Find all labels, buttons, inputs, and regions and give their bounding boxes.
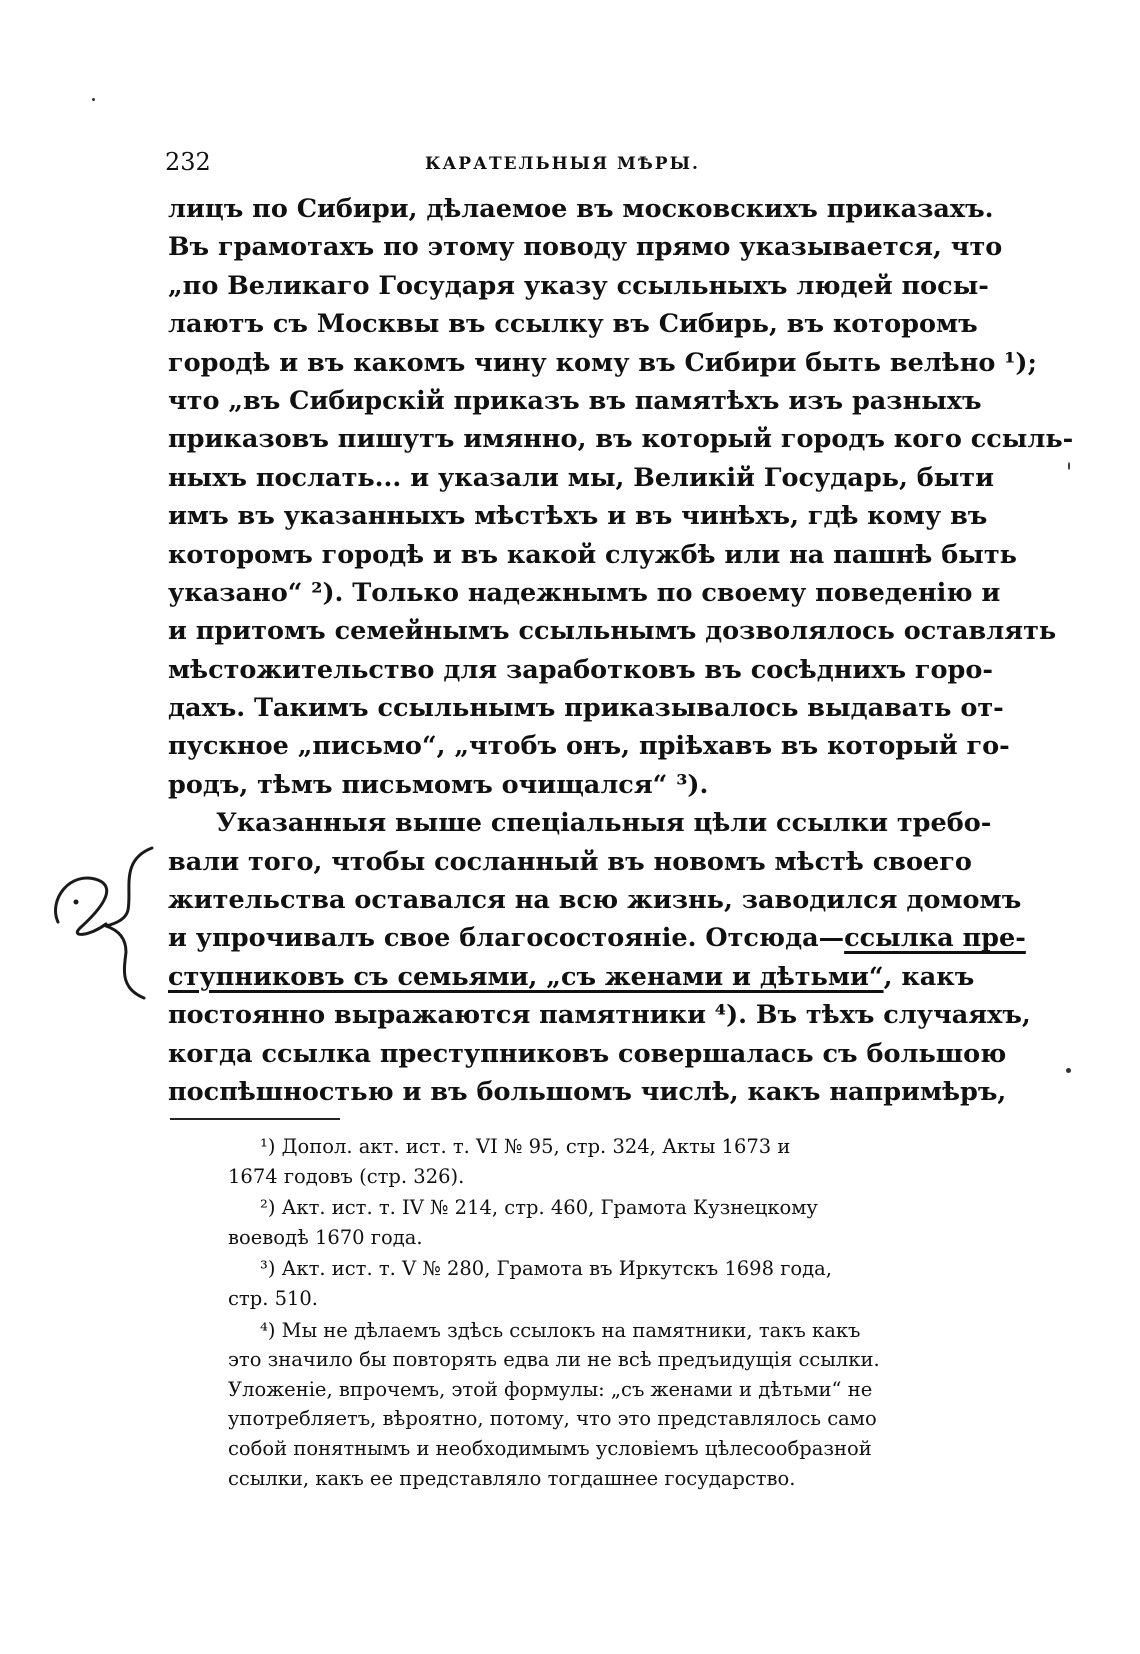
underlined-text: ссылка пре-	[844, 923, 1026, 954]
underlined-text: ступниковъ съ семьями, „съ женами и дѣтьми“	[168, 961, 884, 992]
footnote-line: воеводѣ 1670 года.	[228, 1225, 423, 1249]
footnote-line: стр. 510.	[228, 1286, 319, 1310]
footnote-line: ⁴) Мы не дѣлаемъ здѣсь ссылокъ на памятники, такъ какъ	[260, 1318, 861, 1342]
page-speck	[1068, 462, 1070, 470]
text-line: лицъ по Сибири, дѣлаемое въ московскихъ приказахъ.	[168, 194, 994, 224]
page-speck	[92, 98, 95, 101]
footnote-rule	[170, 1118, 340, 1120]
footnote-line: 1674 годовъ (стр. 326).	[228, 1164, 465, 1188]
running-head: КАРАТЕЛЬНЫЯ МѢРЫ.	[425, 154, 700, 174]
text-line: городѣ и въ какомъ чину кому въ Сибири быть велѣно ¹);	[168, 347, 1037, 378]
footnote-line: ²) Акт. ист. т. IV № 214, стр. 460, Грамота Кузнецкому	[260, 1196, 818, 1220]
footnote-3	[228, 1254, 938, 1313]
text-line: когда ссылка преступниковъ совершалась съ большою	[168, 1038, 1007, 1069]
footnote-2	[228, 1193, 938, 1252]
paragraph-start-line: Указанныя выше спеціальныя цѣли ссылки требо-	[216, 808, 992, 839]
text-line: вали того, чтобы сосланный въ новомъ мѣстѣ своего	[168, 846, 972, 877]
text-line: что „въ Сибирскій приказъ въ памятѣхъ изъ разныхъ	[168, 385, 982, 416]
text-segment: , какъ	[883, 961, 975, 992]
footnotes	[228, 1132, 938, 1495]
footnote-4	[228, 1316, 938, 1494]
text-line: дахъ. Такимъ ссыльнымъ приказывалось выдавать от-	[168, 693, 1004, 724]
text-line: ныхъ послать... и указали мы, Великій Государь, быти	[168, 462, 994, 493]
footnote-1	[228, 1132, 938, 1191]
text-line: пускное „письмо“, „чтобъ онъ, пріѣхавъ въ который го-	[168, 731, 1010, 762]
text-line: приказовъ пишутъ имянно, въ который городъ кого ссыль-	[168, 424, 1074, 455]
text-line: Въ грамотахъ по этому поводу прямо указывается, что	[168, 232, 1003, 263]
text-line	[168, 919, 1026, 957]
text-line: постоянно выражаются памятники ⁴). Въ тѣхъ случаяхъ,	[168, 1000, 1031, 1031]
text-line: мѣстожительство для заработковъ въ сосѣднихъ горо-	[168, 654, 993, 685]
footnote-line: ³) Акт. ист. т. V № 280, Грамота въ Иркутскъ 1698 года,	[260, 1257, 832, 1281]
text-segment: и упрочивалъ свое благосостояніе. Отсюда—	[168, 923, 845, 954]
text-line: поспѣшностью и въ большомъ числѣ, какъ напримѣръ,	[168, 1076, 1007, 1107]
footnote-line: это значило бы повторять едва ли не всѣ предъидущія ссылки.	[228, 1348, 880, 1372]
footnote-line: употребляетъ, вѣроятно, потому, что это представлялось само	[228, 1407, 877, 1431]
text-line	[168, 958, 975, 996]
text-line: лаютъ съ Москвы въ ссылку въ Сибирь, въ которомъ	[168, 309, 978, 340]
footnote-line: собой понятнымъ и необходимымъ условіемъ цѣлесообразной	[228, 1436, 872, 1460]
page-number: 232	[165, 148, 211, 176]
text-line: жительства оставался на всю жизнь, заводился домомъ	[168, 885, 1022, 916]
footnote-line: ссылки, какъ ее представляло тогдашнее государство.	[228, 1466, 796, 1490]
text-line: и притомъ семейнымъ ссыльнымъ дозволялось оставлять	[168, 616, 1057, 647]
handwritten-margin-mark	[40, 840, 160, 1000]
page-header	[165, 142, 935, 182]
text-line: имъ въ указанныхъ мѣстѣхъ и въ чинѣхъ, гдѣ кому въ	[168, 501, 988, 532]
main-text	[168, 190, 1074, 1111]
footnote-line: ¹) Допол. акт. ист. т. VI № 95, стр. 324, Акты 1673 и	[260, 1135, 791, 1158]
text-line: „по Великаго Государя указу ссыльныхъ людей посы-	[168, 270, 989, 301]
footnote-line: Уложеніе, впрочемъ, этой формулы: „съ женами и дѣтьми“ не	[228, 1377, 873, 1401]
text-line: указано“ ²). Только надежнымъ по своему поведенію и	[168, 577, 1001, 608]
page-speck	[1066, 1068, 1071, 1073]
text-line: родъ, тѣмъ письмомъ очищался“ ³).	[168, 769, 709, 800]
text-line: которомъ городѣ и въ какой службѣ или на пашнѣ быть	[168, 539, 1017, 570]
